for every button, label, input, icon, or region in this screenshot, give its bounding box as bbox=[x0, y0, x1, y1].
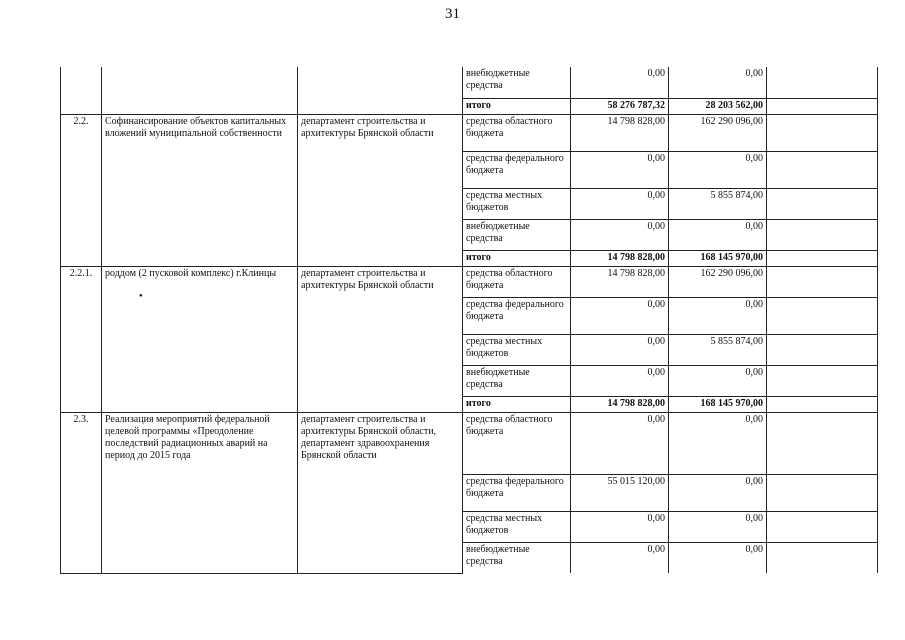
item-name-cell: роддом (2 пусковой комплекс) г.Клинцы bbox=[102, 266, 298, 412]
amount-year1-cell: 0,00 bbox=[571, 334, 669, 365]
funding-source-cell: средства федерального бюджета bbox=[463, 151, 571, 188]
amount-year2-cell: 28 203 562,00 bbox=[669, 98, 767, 114]
amount-year1-cell: 14 798 828,00 bbox=[571, 396, 669, 412]
budget-table-body bbox=[61, 67, 878, 573]
table-row bbox=[61, 412, 878, 474]
funding-source-cell: внебюджетные средства bbox=[463, 365, 571, 396]
table-row bbox=[61, 266, 878, 297]
table-row bbox=[61, 114, 878, 151]
budget-table bbox=[60, 67, 878, 574]
empty-cell bbox=[767, 151, 878, 188]
funding-source-cell: средства местных бюджетов bbox=[463, 511, 571, 542]
empty-cell bbox=[767, 542, 878, 573]
item-name-cell: Реализация мероприятий федеральной целевой программы «Преодоление последствий радиационных аварий на период до 2015 года bbox=[102, 412, 298, 573]
empty-cell bbox=[767, 67, 878, 98]
amount-year1-cell: 0,00 bbox=[571, 67, 669, 98]
item-name-cell: Софинансирование объектов капитальных вложений муниципальной собственности bbox=[102, 114, 298, 266]
amount-year1-cell: 58 276 787,32 bbox=[571, 98, 669, 114]
funding-source-cell: средства федерального бюджета bbox=[463, 297, 571, 334]
amount-year2-cell: 0,00 bbox=[669, 219, 767, 250]
amount-year1-cell: 0,00 bbox=[571, 542, 669, 573]
empty-cell bbox=[767, 250, 878, 266]
amount-year1-cell: 55 015 120,00 bbox=[571, 474, 669, 511]
amount-year2-cell: 162 290 096,00 bbox=[669, 266, 767, 297]
funding-source-cell: внебюджетные средства bbox=[463, 542, 571, 573]
amount-year2-cell: 5 855 874,00 bbox=[669, 334, 767, 365]
amount-year2-cell: 0,00 bbox=[669, 542, 767, 573]
item-number-cell: 2.2.1. bbox=[61, 266, 102, 412]
amount-year2-cell: 0,00 bbox=[669, 412, 767, 474]
item-name-cell bbox=[102, 67, 298, 114]
funding-source-cell: средства местных бюджетов bbox=[463, 334, 571, 365]
amount-year2-cell: 0,00 bbox=[669, 297, 767, 334]
funding-source-cell: средства областного бюджета bbox=[463, 114, 571, 151]
funding-source-cell: средства местных бюджетов bbox=[463, 188, 571, 219]
item-number-cell bbox=[61, 67, 102, 114]
item-number-cell: 2.2. bbox=[61, 114, 102, 266]
empty-cell bbox=[767, 474, 878, 511]
empty-cell bbox=[767, 396, 878, 412]
empty-cell bbox=[767, 98, 878, 114]
empty-cell bbox=[767, 365, 878, 396]
funding-source-cell: средства областного бюджета bbox=[463, 412, 571, 474]
item-number-cell: 2.3. bbox=[61, 412, 102, 573]
amount-year1-cell: 0,00 bbox=[571, 188, 669, 219]
department-cell: департамент строительства и архитектуры Брянской области bbox=[298, 266, 463, 412]
funding-source-cell: итого bbox=[463, 396, 571, 412]
empty-cell bbox=[767, 114, 878, 151]
funding-source-cell: итого bbox=[463, 250, 571, 266]
amount-year2-cell: 168 145 970,00 bbox=[669, 250, 767, 266]
scan-mark: ● bbox=[139, 293, 143, 299]
page-number: 31 bbox=[445, 6, 460, 22]
department-cell: департамент строительства и архитектуры Брянской области bbox=[298, 114, 463, 266]
funding-source-cell: внебюджетные средства bbox=[463, 67, 571, 98]
table-row bbox=[61, 67, 878, 98]
amount-year1-cell: 14 798 828,00 bbox=[571, 250, 669, 266]
funding-source-cell: средства областного бюджета bbox=[463, 266, 571, 297]
empty-cell bbox=[767, 219, 878, 250]
amount-year2-cell: 0,00 bbox=[669, 474, 767, 511]
funding-source-cell: итого bbox=[463, 98, 571, 114]
empty-cell bbox=[767, 511, 878, 542]
amount-year1-cell: 0,00 bbox=[571, 297, 669, 334]
amount-year2-cell: 5 855 874,00 bbox=[669, 188, 767, 219]
funding-source-cell: средства федерального бюджета bbox=[463, 474, 571, 511]
amount-year2-cell: 0,00 bbox=[669, 151, 767, 188]
empty-cell bbox=[767, 188, 878, 219]
amount-year1-cell: 14 798 828,00 bbox=[571, 114, 669, 151]
amount-year2-cell: 168 145 970,00 bbox=[669, 396, 767, 412]
amount-year2-cell: 0,00 bbox=[669, 365, 767, 396]
amount-year1-cell: 0,00 bbox=[571, 511, 669, 542]
empty-cell bbox=[767, 266, 878, 297]
empty-cell bbox=[767, 334, 878, 365]
funding-source-cell: внебюджетные средства bbox=[463, 219, 571, 250]
amount-year1-cell: 0,00 bbox=[571, 151, 669, 188]
amount-year1-cell: 0,00 bbox=[571, 412, 669, 474]
amount-year1-cell: 0,00 bbox=[571, 365, 669, 396]
department-cell: департамент строительства и архитектуры Брянской области, департамент здравоохранения Брянской области bbox=[298, 412, 463, 573]
amount-year1-cell: 14 798 828,00 bbox=[571, 266, 669, 297]
amount-year2-cell: 0,00 bbox=[669, 67, 767, 98]
amount-year1-cell: 0,00 bbox=[571, 219, 669, 250]
empty-cell bbox=[767, 297, 878, 334]
department-cell bbox=[298, 67, 463, 114]
amount-year2-cell: 0,00 bbox=[669, 511, 767, 542]
empty-cell bbox=[767, 412, 878, 474]
amount-year2-cell: 162 290 096,00 bbox=[669, 114, 767, 151]
